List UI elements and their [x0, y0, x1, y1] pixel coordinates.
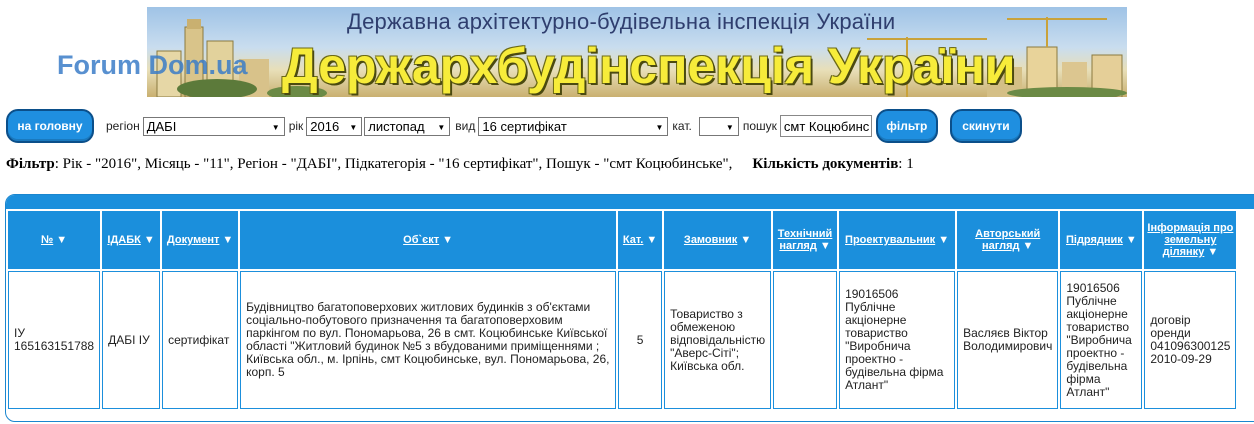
column-header-author-supervision[interactable]: Авторський нагляд ▼ — [957, 211, 1058, 269]
banner-title: Держархбудінспекція України — [282, 38, 1016, 94]
sort-arrow-icon: ▼ — [143, 234, 155, 246]
reset-button[interactable]: скинути — [950, 109, 1022, 143]
filter-summary-label: Фільтр — [6, 156, 55, 172]
banner-subtitle: Державна архітектурно-будівельна інспекція України — [347, 9, 896, 34]
forum-watermark-text: Forum Dom.ua — [57, 50, 248, 80]
table-top-bar — [6, 195, 1254, 209]
forum-watermark-logo — [57, 50, 248, 81]
region-select[interactable] — [143, 117, 285, 136]
category-label: кат. — [672, 119, 692, 133]
region-select-value: ДАБІ — [146, 118, 177, 134]
column-header-object[interactable]: Об`єкт ▼ — [240, 211, 616, 269]
cell-object: Будівництво багатоповерхових житлових будинків з об'єктами соціально-побутового призначення та багатоповерховим паркінгом по вул. Пономарьова, 26 в смт. Коцюбинське Київської області "Житловий будинок №5 з вбудованими приміщеннями ; Київська обл., м. Ірпінь, смт Коцюбинське, вул. Пономарьова, 26, корп. 5 — [240, 271, 616, 409]
sort-arrow-icon: ▼ — [222, 234, 234, 246]
filter-bar — [6, 110, 1022, 142]
cell-idabk: ДАБІ ІУ — [102, 271, 160, 409]
results-table-container — [5, 194, 1254, 422]
filter-summary — [6, 156, 914, 173]
type-label: вид — [455, 119, 476, 133]
filter-summary-text: : Рік - "2016", Місяць - "11", Регіон - "ДАБІ", Підкатегорія - "16 сертифікат", Пошук - "смт Коцюбинське", — [54, 156, 733, 172]
sort-arrow-icon: ▼ — [740, 234, 752, 246]
home-button[interactable]: на головну — [6, 109, 94, 143]
chevron-down-icon: ▼ — [655, 122, 664, 132]
sort-arrow-icon: ▼ — [819, 240, 831, 252]
category-select[interactable] — [699, 117, 739, 136]
search-input[interactable] — [780, 115, 872, 137]
sort-arrow-icon: ▼ — [1022, 240, 1034, 252]
column-header-number[interactable]: № ▼ — [8, 211, 100, 269]
chevron-down-icon: ▼ — [725, 122, 734, 132]
year-select-value: 2016 — [310, 118, 340, 134]
cell-number: ІУ 165163151788 — [8, 271, 100, 409]
column-header-designer[interactable]: Проектувальник ▼ — [839, 211, 955, 269]
results-table — [6, 209, 1238, 411]
sort-arrow-icon: ▼ — [646, 234, 658, 246]
column-header-land-info[interactable]: Інформація про земельну ділянку ▼ — [1144, 211, 1236, 269]
year-label: рік — [288, 119, 304, 133]
cell-author-supervision: Васляєв Віктор Володимирович — [957, 271, 1058, 409]
table-header-row — [8, 211, 1236, 269]
year-select[interactable] — [306, 117, 362, 136]
document-count-value: : 1 — [898, 156, 914, 172]
type-select-value: 16 сертифікат — [482, 118, 567, 134]
column-header-contractor[interactable]: Підрядник ▼ — [1060, 211, 1142, 269]
cell-document: сертифікат — [162, 271, 238, 409]
sort-arrow-icon: ▼ — [1207, 246, 1219, 258]
header-banner — [147, 7, 1127, 97]
cell-customer: Товариство з обмеженою відповідальністю "Аверс-Сіті"; Київська обл. — [664, 271, 771, 409]
sort-arrow-icon: ▼ — [442, 234, 454, 246]
month-select-value: листопад — [368, 118, 425, 134]
column-header-category[interactable]: Кат. ▼ — [618, 211, 662, 269]
column-header-document[interactable]: Документ ▼ — [162, 211, 238, 269]
sort-arrow-icon: ▼ — [938, 234, 950, 246]
table-row — [8, 271, 1236, 409]
column-header-tech-supervision[interactable]: Технічний нагляд ▼ — [773, 211, 837, 269]
column-header-idabk[interactable]: ІДАБК ▼ — [102, 211, 160, 269]
sort-arrow-icon: ▼ — [1125, 234, 1137, 246]
cell-tech-supervision — [773, 271, 837, 409]
month-select[interactable] — [364, 117, 450, 136]
sort-arrow-icon: ▼ — [56, 234, 68, 246]
cell-contractor: 19016506 Публічне акціонерне товариство "Виробнича проектно - будівельна фірма Атлант" — [1060, 271, 1142, 409]
chevron-down-icon: ▼ — [349, 122, 358, 132]
chevron-down-icon: ▼ — [271, 122, 280, 132]
region-label: регіон — [106, 119, 140, 133]
cell-land-info: договір оренди 041096300125 2010-09-29 — [1144, 271, 1236, 409]
search-label: пошук — [742, 119, 777, 133]
type-select[interactable] — [478, 117, 668, 136]
chevron-down-icon: ▼ — [437, 122, 446, 132]
cell-designer: 19016506 Публічне акціонерне товариство "Виробнича проектно - будівельна фірма Атлант" — [839, 271, 955, 409]
cell-category: 5 — [618, 271, 662, 409]
column-header-customer[interactable]: Замовник ▼ — [664, 211, 771, 269]
document-count-label: Кількість документів — [752, 156, 899, 172]
search-input-value: смт Коцюбинс — [783, 118, 870, 134]
filter-button[interactable]: фільтр — [876, 109, 938, 143]
